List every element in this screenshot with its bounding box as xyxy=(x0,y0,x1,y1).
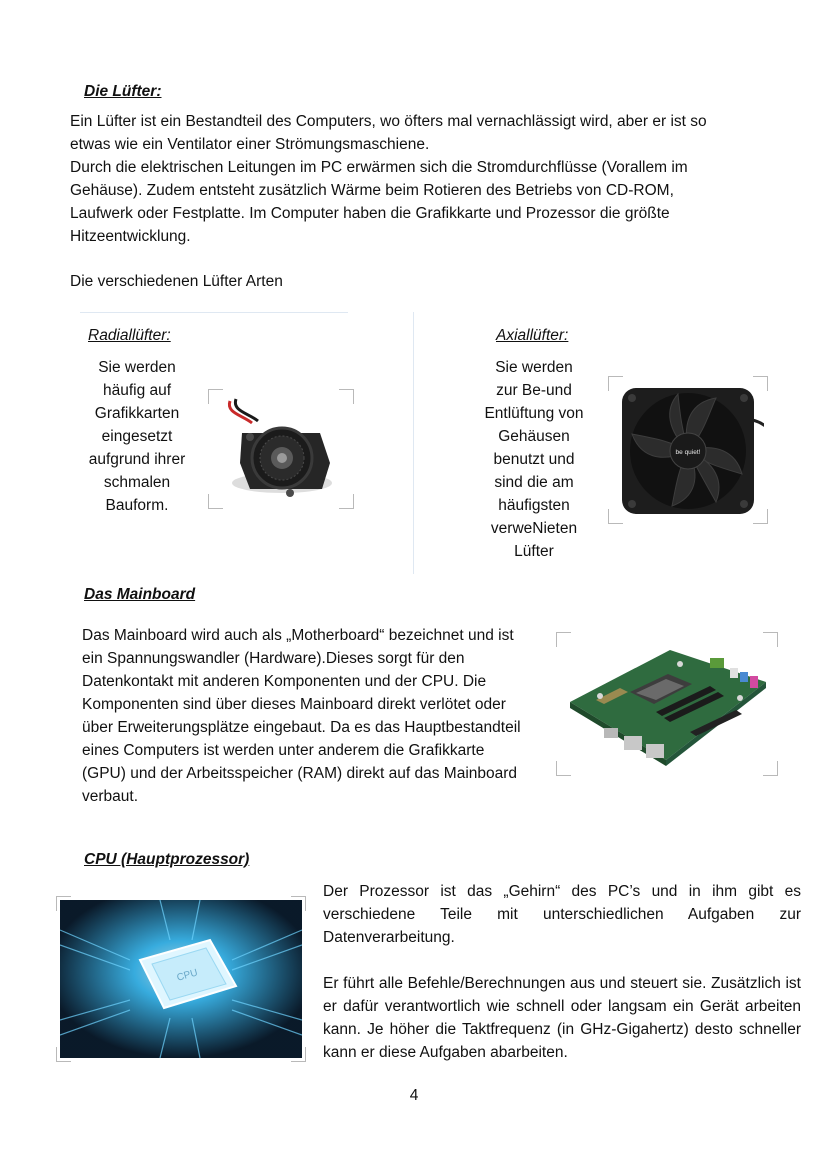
text-line: eines Computers ist werden unter anderem die Grafikkarte xyxy=(82,742,485,759)
text-line: über Erweiterungsplätze eingebaut. Da es das Hauptbestandteil xyxy=(82,719,521,736)
text-line: Sie werden xyxy=(495,359,573,376)
text-line: Gehäusen xyxy=(498,428,570,445)
radial-description xyxy=(78,356,196,517)
cpu-icon xyxy=(60,900,302,1058)
text-line: Komponenten sind über dieses Mainboard direkt verlötet oder xyxy=(82,696,506,713)
cpu-paragraph-2: Er führt alle Befehle/Berechnungen aus und steuert sie. Zusätzlich ist er dafür verantwortlich wie schnell oder langsam ein Gerät arbeiten kann. Je höher die Taktfrequenz (in GHz-Gigahertz) desto schneller kann er diese Aufgaben abarbeiten. xyxy=(323,975,801,1061)
mainboard-image xyxy=(560,636,774,772)
text-line: Sie werden xyxy=(98,359,176,376)
text-line: verweNieten xyxy=(490,520,578,537)
text-line: (GPU) und der Arbeitsspeicher (RAM) direkt auf das Mainboard xyxy=(82,765,518,782)
text-line: Ein Lüfter ist ein Bestandteil des Computers, wo öfters mal vernachlässigt wird, aber er ist so xyxy=(70,113,707,130)
page-number: 4 xyxy=(409,1087,419,1104)
luefter-paragraph xyxy=(70,110,790,248)
text-line: Das Mainboard wird auch als „Motherboard“ bezeichnet und ist xyxy=(82,627,514,644)
text-line: Lüfter xyxy=(514,543,554,560)
text-line: Laufwerk oder Festplatte. Im Computer haben die Grafikkarte und Prozessor die größte xyxy=(70,205,670,222)
text-line: häufig auf xyxy=(102,382,172,399)
section-heading-luefter: Die Lüfter: xyxy=(84,83,162,100)
section-heading-mainboard: Das Mainboard xyxy=(84,586,196,603)
axial-description xyxy=(472,356,596,563)
text-line: benutzt und xyxy=(493,451,575,468)
divider-vertical xyxy=(413,312,414,574)
text-line: Hitzeentwicklung. xyxy=(70,228,191,245)
text-line: schmalen xyxy=(103,474,171,491)
radial-fan-icon xyxy=(212,393,350,505)
radial-title: Radiallüfter: xyxy=(88,327,171,344)
mainboard-paragraph xyxy=(82,624,552,808)
axial-fan-icon xyxy=(612,380,764,520)
text-line: Gehäuse). Zudem entsteht zusätzlich Wärme beim Rotieren des Betriebs von CD-ROM, xyxy=(70,182,674,199)
text-line: Bauform. xyxy=(105,497,169,514)
radial-fan-image xyxy=(212,393,350,505)
text-line: etwas wie ein Ventilator einer Strömungsmaschiene. xyxy=(70,136,430,153)
text-line: Datenkontakt mit anderen Komponenten und der CPU. Die xyxy=(82,673,487,690)
cpu-image xyxy=(60,900,302,1058)
text-line: Grafikkarten xyxy=(94,405,180,422)
axial-fan-image xyxy=(612,380,764,520)
axial-fan-brand-label: be quiet! xyxy=(675,449,701,456)
text-line: zur Be-und xyxy=(496,382,572,399)
text-line: Durch die elektrischen Leitungen im PC erwärmen sich die Stromdurchflüsse (Vorallem im xyxy=(70,159,688,176)
cpu-paragraph-1: Der Prozessor ist das „Gehirn“ des PC’s und in ihm gibt es verschiedene Teile mit unterschiedlichen Aufgaben zur Datenverarbeitung. xyxy=(323,883,801,946)
text-line: aufgrund ihrer xyxy=(88,451,186,468)
axial-title: Axiallüfter: xyxy=(496,327,569,344)
text-line: häufigsten xyxy=(498,497,570,514)
mainboard-icon xyxy=(560,636,774,772)
text-line: Entlüftung von xyxy=(484,405,584,422)
cpu-chip-label: CPU xyxy=(175,967,199,984)
text-line: verbaut. xyxy=(82,788,139,805)
divider-horizontal xyxy=(80,312,348,313)
text-line: sind die am xyxy=(494,474,574,491)
text-line: ein Spannungswandler (Hardware).Dieses sorgt für den xyxy=(82,650,465,667)
section-heading-cpu: CPU (Hauptprozessor) xyxy=(84,851,250,868)
luefter-types-intro: Die verschiedenen Lüfter Arten xyxy=(70,273,283,290)
text-line: eingesetzt xyxy=(101,428,173,445)
